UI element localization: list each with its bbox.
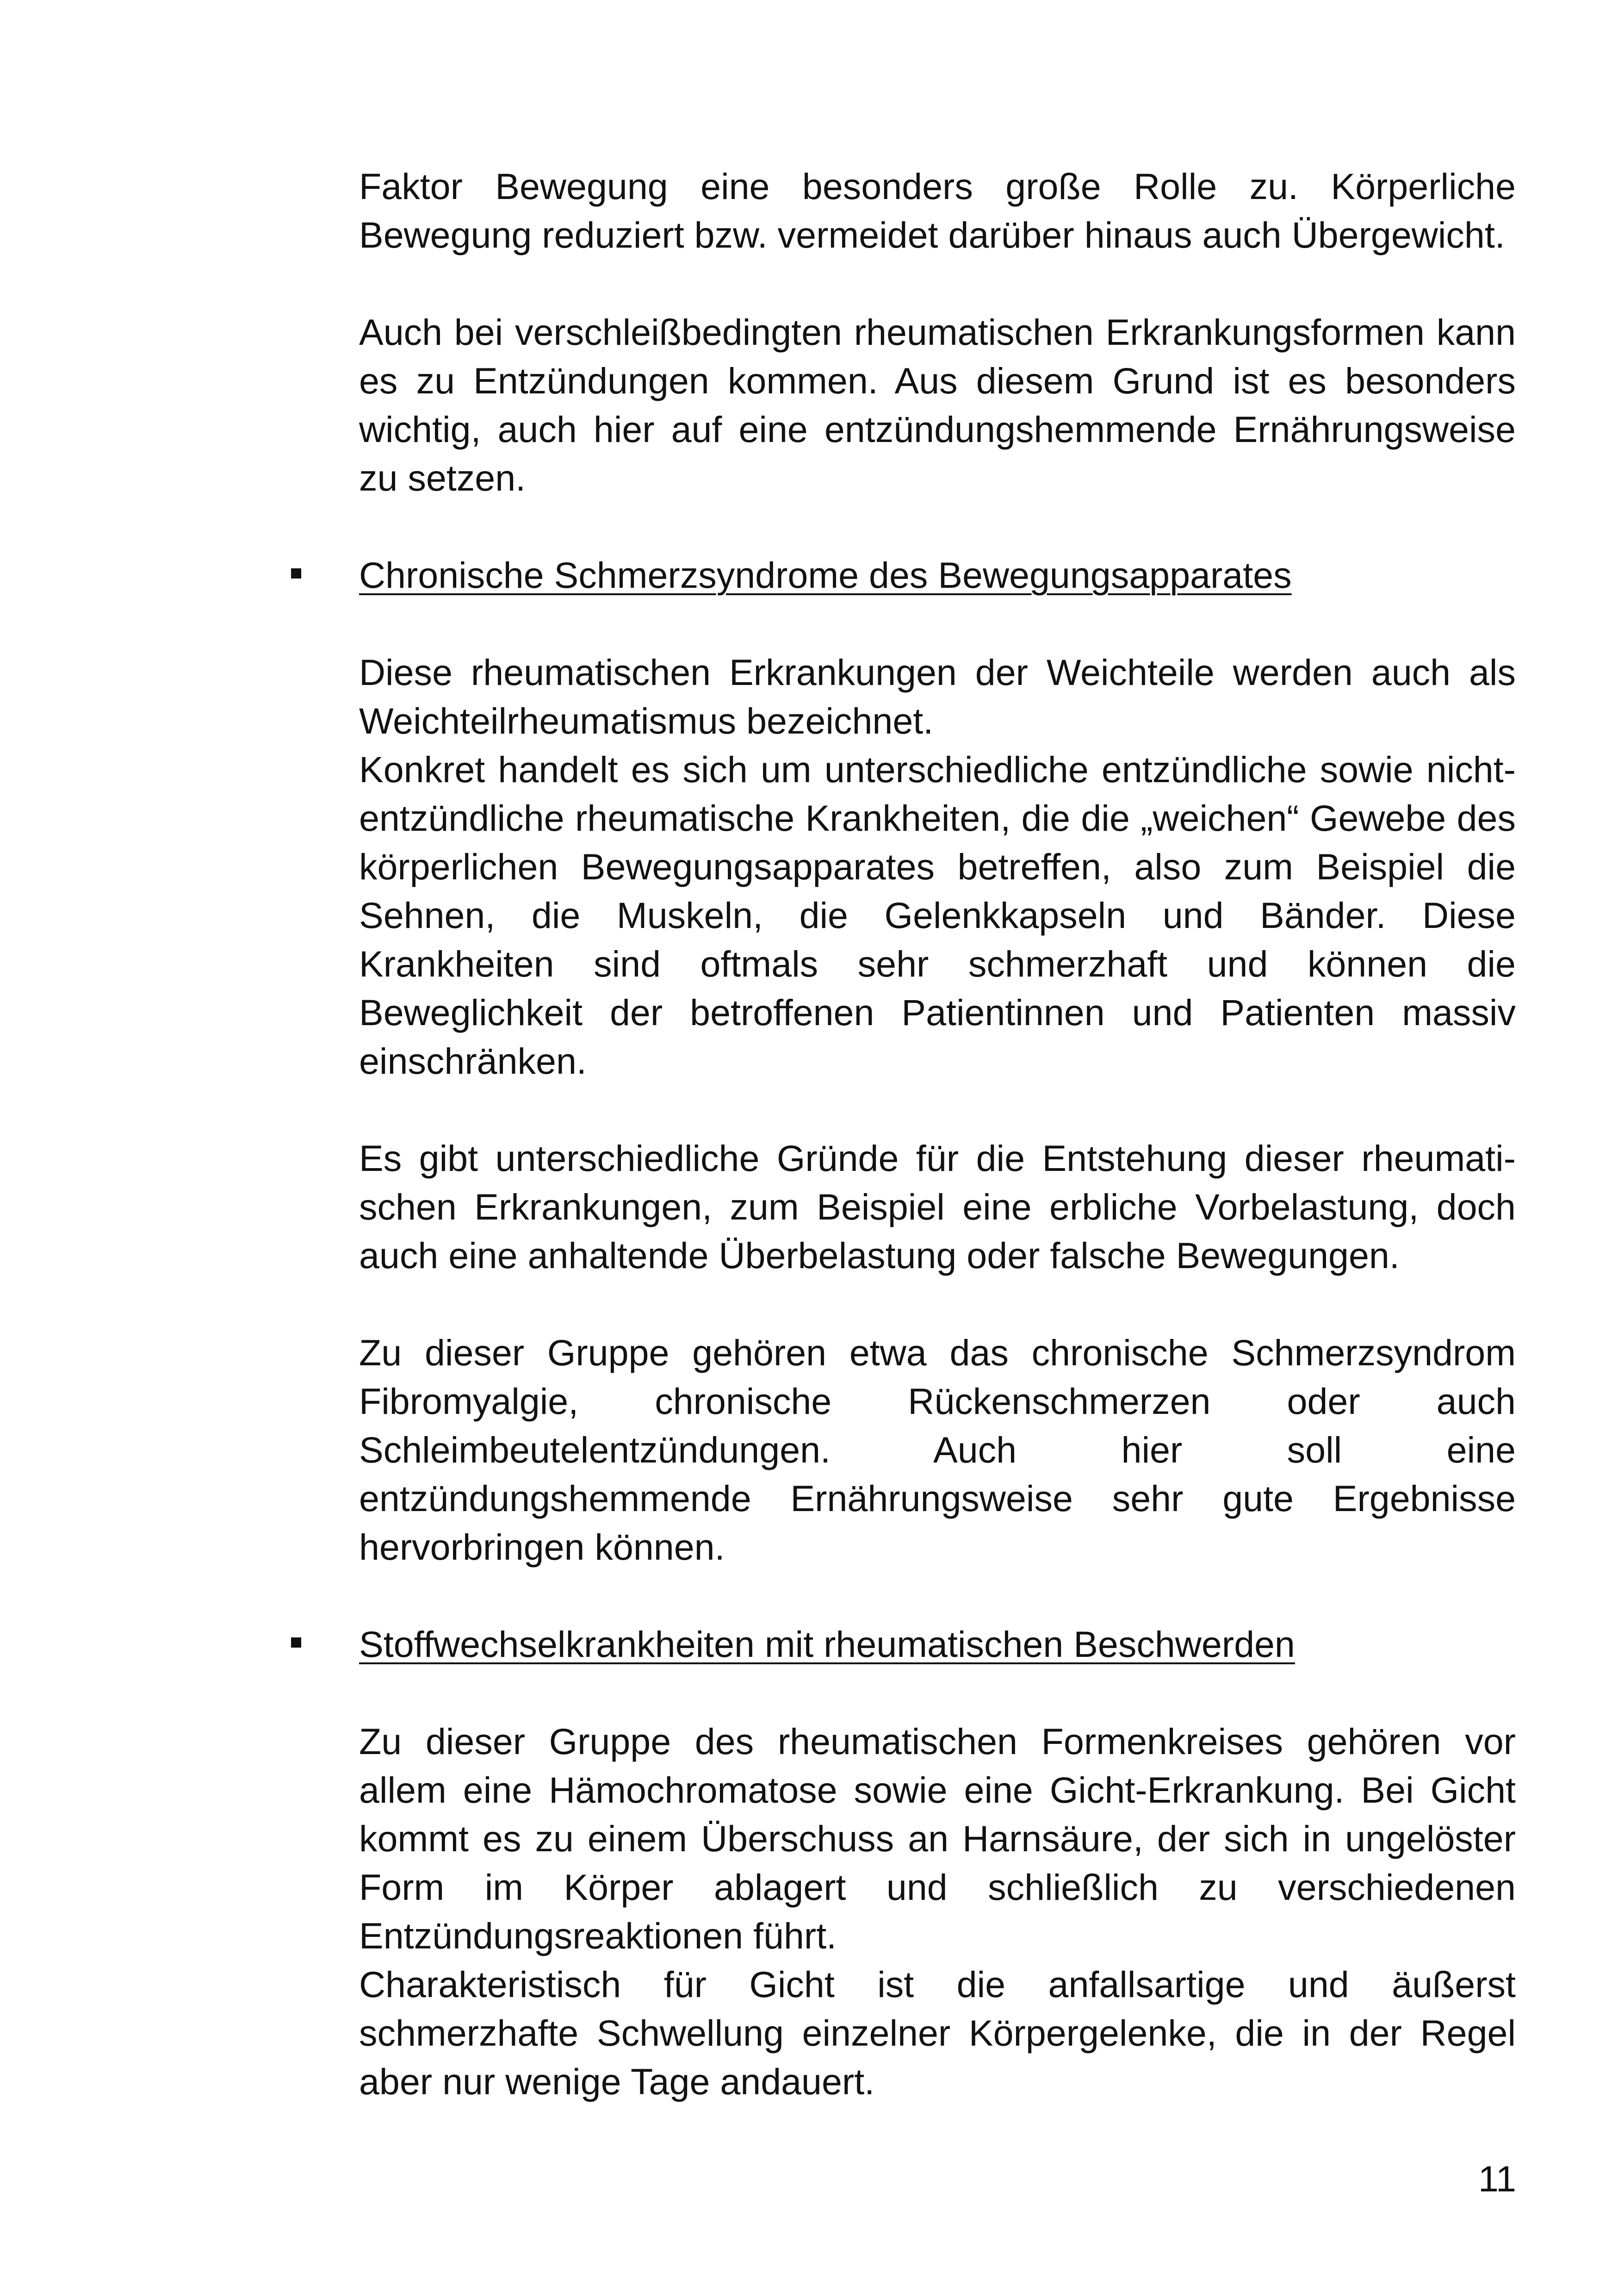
section-heading: Chronische Schmerzsyndrome des Bewegungsapparates	[359, 554, 1292, 596]
paragraph: Diese rheumatischen Erkrankungen der Weichteile werden auch als Weichteilrheumatismus bezeichnet.	[359, 652, 1516, 741]
square-bullet-icon	[291, 568, 301, 579]
paragraph: Konkret handelt es sich um unterschiedliche entzündliche sowie nicht-entzündliche rheumatische Krankheiten, die die „weichen“ Gewebe des körperlichen Bewegungsapparates betreffen, also zum Beispiel die Sehnen, die Muskeln, die Gelenkkapseln und Bänder. Diese Krankheiten sind oftmals sehr schmerzhaft und können die Beweglichkeit der betroffenen Patientinnen und Patienten massiv einschränken.	[359, 749, 1516, 1082]
section-heading-row	[359, 551, 1516, 599]
paragraph: Es gibt unterschiedliche Gründe für die Entstehung dieser rheumatischen Erkrankungen, zum Beispiel eine erbliche Vorbelastung, doch auch eine anhaltende Überbelastung oder falsche Bewegungen.	[359, 1138, 1516, 1276]
section-heading-row	[359, 1620, 1516, 1668]
paragraph: Zu dieser Gruppe gehören etwa das chronische Schmerzsyndrom Fibromyalgie, chronische Rückenschmerzen oder auch Schleimbeutelentzündungen. Auch hier soll eine entzündungshemmende Ernährungsweise sehr gute Ergebnisse hervorbringen können.	[359, 1332, 1516, 1568]
paragraph: Auch bei verschleißbedingten rheumatischen Erkrankungsformen kann es zu Entzündungen kommen. Aus diesem Grund ist es besonders wichtig, auch hier auf eine entzündungshemmende Ernährungsweise zu setzen.	[359, 311, 1516, 498]
paragraph: Zu dieser Gruppe des rheumatischen Formenkreises gehören vor allem eine Hämochromatose sowie eine Gicht-Erkrankung. Bei Gicht kommt es zu einem Überschuss an Harnsäure, der sich in ungelöster Form im Körper ablagert und schließlich zu verschiedenen Entzündungsreaktionen führt.	[359, 1721, 1516, 1956]
paragraph: Faktor Bewegung eine besonders große Rolle zu. Körperliche Bewegung reduziert bzw. vermeidet darüber hinaus auch Übergewicht.	[359, 166, 1516, 255]
paragraph: Charakteristisch für Gicht ist die anfallsartige und äußerst schmerzhafte Schwellung einzelner Körpergelenke, die in der Regel aber nur wenige Tage andauert.	[359, 1964, 1516, 2102]
page-number: 11	[1478, 2158, 1516, 2199]
section-heading: Stoffwechselkrankheiten mit rheumatischen Beschwerden	[359, 1624, 1295, 1665]
square-bullet-icon	[291, 1637, 301, 1648]
page-body	[359, 162, 1516, 2106]
